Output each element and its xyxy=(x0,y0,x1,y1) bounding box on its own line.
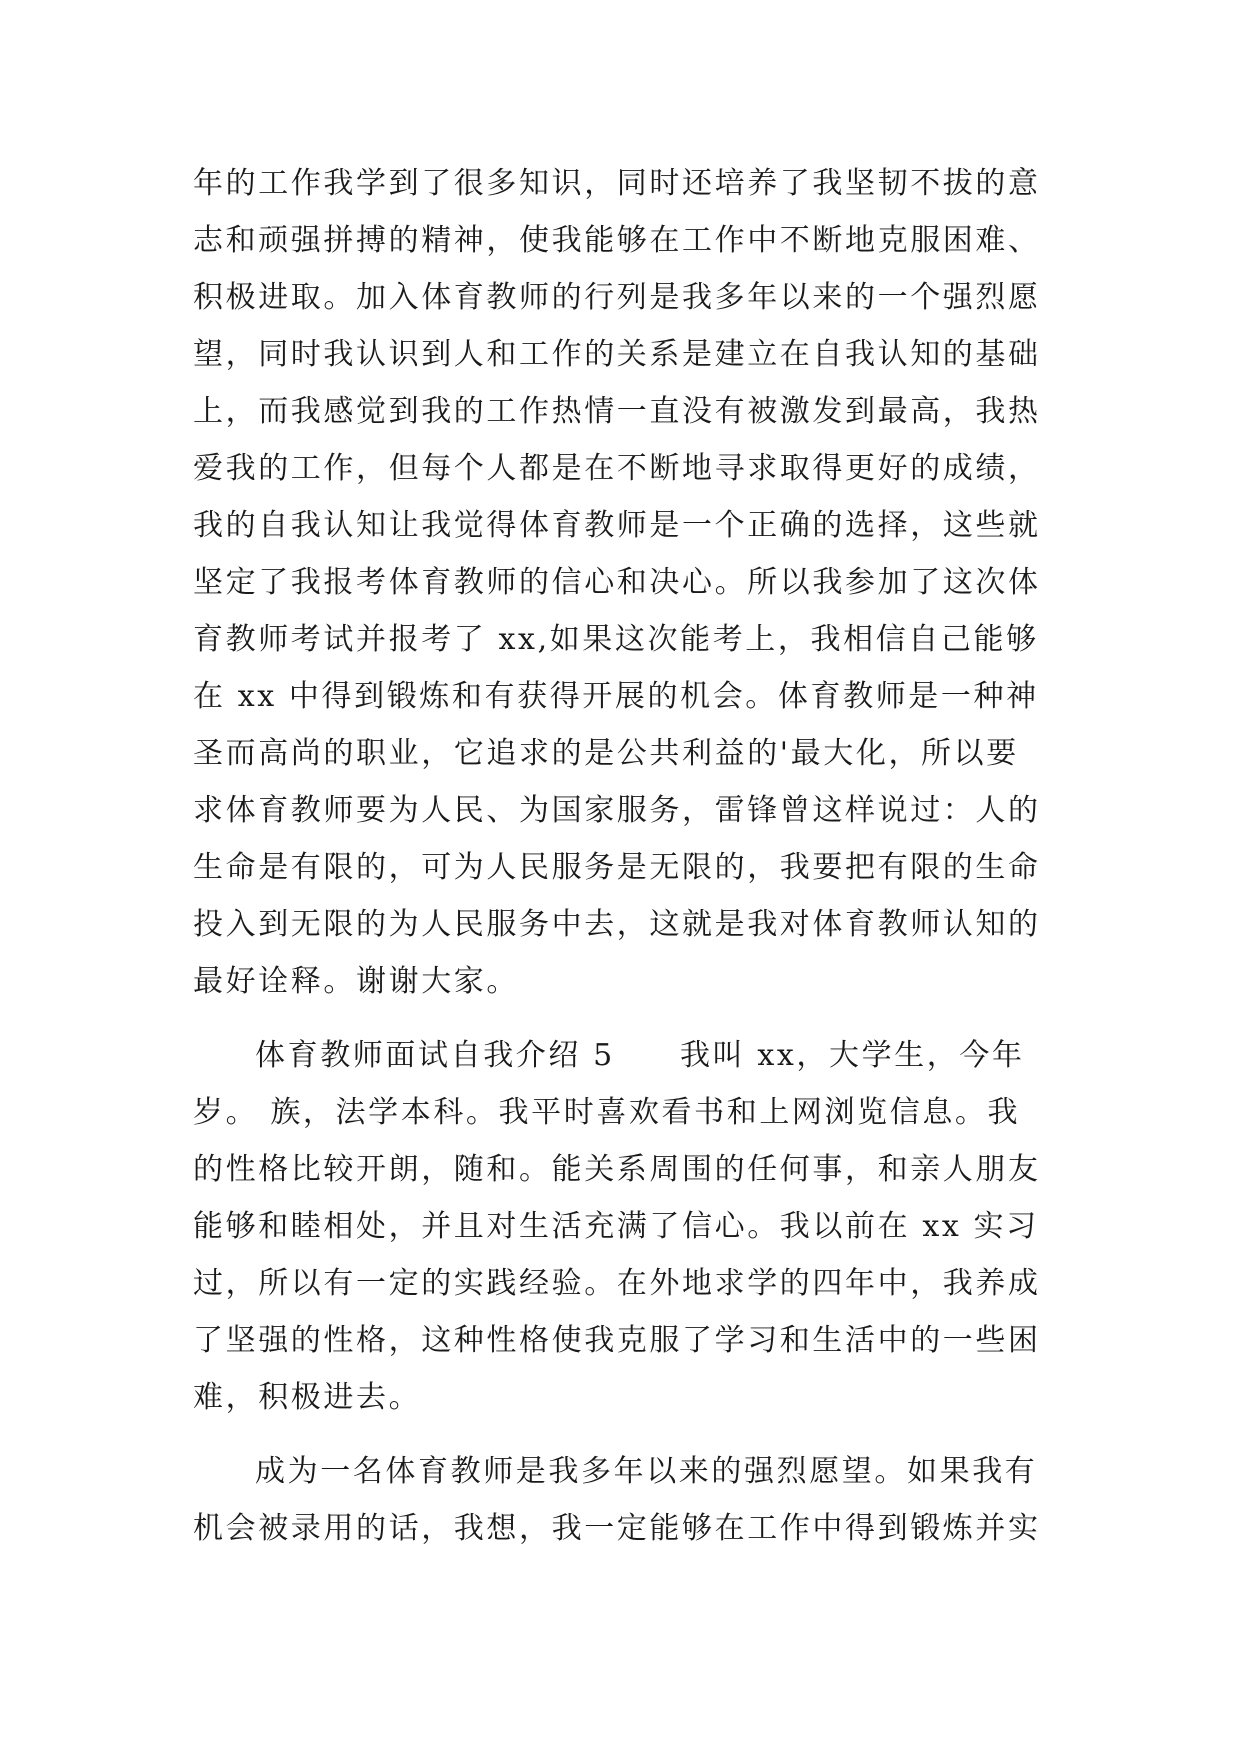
paragraph-2-line: 体育教师面试自我介绍 5 我叫 xx，大学生，今年 xyxy=(255,1038,1025,1073)
paragraph-2-line: 岁。 族，法学本科。我平时喜欢看书和上网浏览信息。我 xyxy=(193,1095,1021,1130)
paragraph-1-line: 志和顽强拼搏的精神，使我能够在工作中不断地克服困难、 xyxy=(193,223,1041,258)
paragraph-2-line: 的性格比较开朗，随和。能关系周围的任何事，和亲人朋友 xyxy=(193,1152,1041,1187)
paragraph-1-line: 求体育教师要为人民、为国家服务，雷锋曾这样说过：人的 xyxy=(193,793,1041,828)
paragraph-2-line: 过，所以有一定的实践经验。在外地求学的四年中，我养成 xyxy=(193,1266,1041,1301)
paragraph-3-line: 成为一名体育教师是我多年以来的强烈愿望。如果我有 xyxy=(255,1454,1038,1489)
paragraph-2-line: 难，积极进去。 xyxy=(193,1380,422,1415)
paragraph-1-line: 育教师考试并报考了 xx,如果这次能考上，我相信自己能够 xyxy=(193,622,1039,657)
paragraph-1-line: 年的工作我学到了很多知识，同时还培养了我坚韧不拔的意 xyxy=(193,166,1041,201)
paragraph-1-line: 圣而高尚的职业，它追求的是公共利益的'最大化，所以要 xyxy=(193,736,1019,771)
paragraph-2-line: 能够和睦相处，并且对生活充满了信心。我以前在 xx 实习 xyxy=(193,1209,1039,1244)
paragraph-3-line: 机会被录用的话，我想，我一定能够在工作中得到锻炼并实 xyxy=(193,1511,1041,1546)
paragraph-1-line: 生命是有限的，可为人民服务是无限的，我要把有限的生命 xyxy=(193,850,1041,885)
paragraph-1-line: 爱我的工作，但每个人都是在不断地寻求取得更好的成绩， xyxy=(193,451,1041,486)
paragraph-1-line: 上，而我感觉到我的工作热情一直没有被激发到最高，我热 xyxy=(193,394,1041,429)
paragraph-1-line: 最好诠释。谢谢大家。 xyxy=(193,964,519,999)
paragraph-1-line: 在 xx 中得到锻炼和有获得开展的机会。体育教师是一种神 xyxy=(193,679,1039,714)
paragraph-1-line: 坚定了我报考体育教师的信心和决心。所以我参加了这次体 xyxy=(193,565,1041,600)
paragraph-2-line: 了坚强的性格，这种性格使我克服了学习和生活中的一些困 xyxy=(193,1323,1041,1358)
paragraph-1-line: 投入到无限的为人民服务中去，这就是我对体育教师认知的 xyxy=(193,907,1041,942)
paragraph-1-line: 我的自我认知让我觉得体育教师是一个正确的选择，这些就 xyxy=(193,508,1041,543)
paragraph-1-line: 积极进取。加入体育教师的行列是我多年以来的一个强烈愿 xyxy=(193,280,1041,315)
paragraph-1-line: 望，同时我认识到人和工作的关系是建立在自我认知的基础 xyxy=(193,337,1041,372)
